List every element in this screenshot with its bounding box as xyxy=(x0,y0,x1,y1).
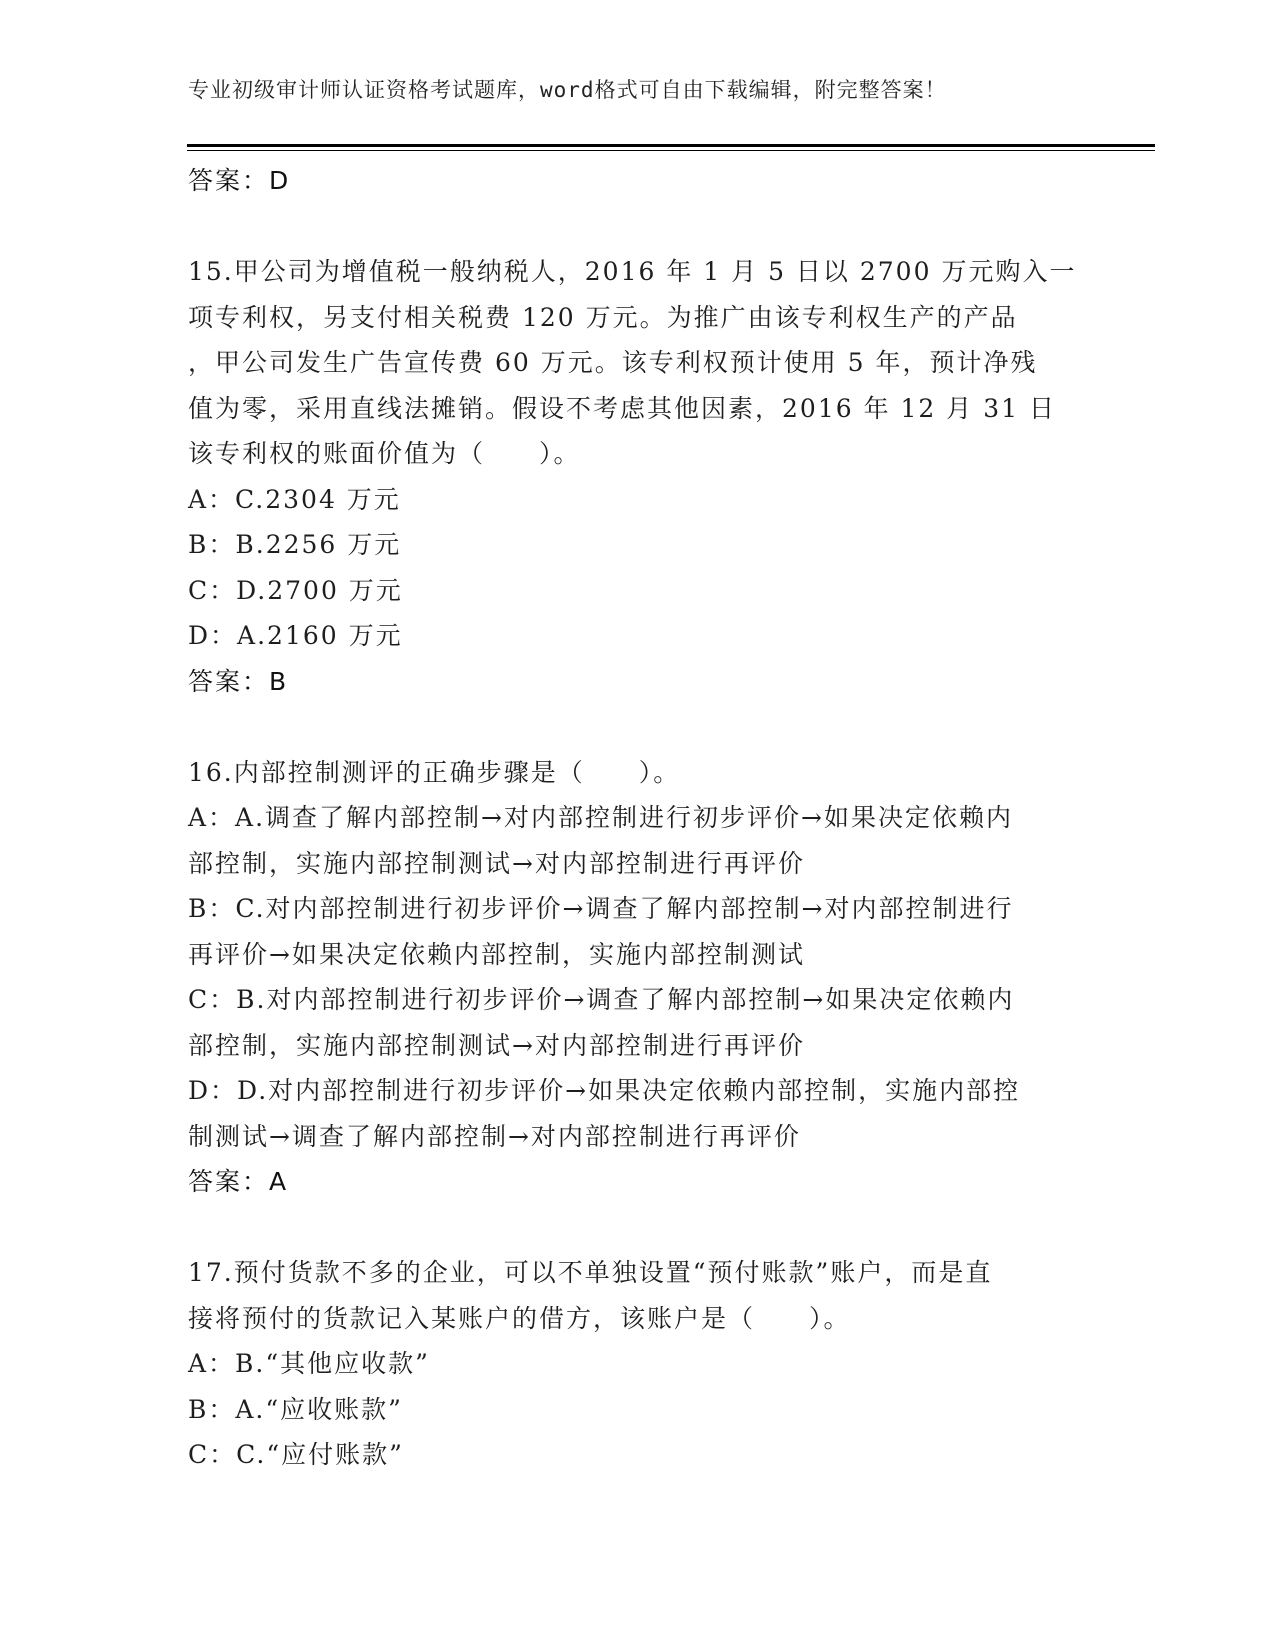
question-15 xyxy=(188,249,1088,704)
option-d-line-2: 制测试→调查了解内部控制→对内部控制进行再评价 xyxy=(188,1121,801,1151)
option-d: D：A.2160 万元 xyxy=(188,621,403,650)
question-stem-line: 值为零，采用直线法摊销。假设不考虑其他因素，2016 年 12 月 31 日 xyxy=(188,393,1056,423)
option-a-line-2: 部控制，实施内部控制测试→对内部控制进行再评价 xyxy=(188,848,805,878)
question-stem-line: 15.甲公司为增值税一般纳税人，2016 年 1 月 5 日以 2700 万元购入一 xyxy=(188,257,1077,286)
question-stem-line: ，甲公司发生广告宣传费 60 万元。该专利权预计使用 5 年，预计净残 xyxy=(188,348,1038,377)
question-stem-line: 项专利权，另支付相关税费 120 万元。为推广由该专利权生产的产品 xyxy=(188,302,1018,332)
option-a: A：B.“其他应收款” xyxy=(188,1349,430,1378)
option-c: C：D.2700 万元 xyxy=(188,575,403,605)
option-a-line-1: A：A.调查了解内部控制→对内部控制进行初步评价→如果决定依赖内 xyxy=(188,803,1013,832)
option-c: C：C.“应付账款” xyxy=(188,1440,404,1469)
page-header: 专业初级审计师认证资格考试题库，word格式可自由下载编辑，附完整答案！ xyxy=(188,78,947,102)
question-16 xyxy=(188,750,1088,1205)
header-divider-thin xyxy=(187,150,1155,151)
option-b-line-1: B：C.对内部控制进行初步评价→调查了解内部控制→对内部控制进行 xyxy=(188,894,1014,923)
question-stem-line: 16.内部控制测评的正确步骤是（ ）。 xyxy=(188,757,681,787)
option-d-line-1: D：D.对内部控制进行初步评价→如果决定依赖内部控制，实施内部控 xyxy=(188,1076,1021,1105)
question-content xyxy=(188,158,1088,1478)
previous-answer: 答案：D xyxy=(188,166,291,195)
option-c-line-1: C：B.对内部控制进行初步评价→调查了解内部控制→如果决定依赖内 xyxy=(188,985,1015,1014)
header-divider-thick xyxy=(187,144,1155,147)
question-17 xyxy=(188,1250,1088,1478)
option-c-line-2: 部控制，实施内部控制测试→对内部控制进行再评价 xyxy=(188,1030,805,1060)
spacer xyxy=(188,204,1088,250)
question-stem-line: 该专利权的账面价值为（ ）。 xyxy=(188,439,581,468)
option-a: A：C.2304 万元 xyxy=(188,484,401,514)
spacer xyxy=(188,704,1088,750)
option-b: B：B.2256 万元 xyxy=(188,530,402,559)
answer-16: 答案：A xyxy=(188,1167,289,1196)
spacer xyxy=(188,1205,1088,1251)
option-b: B：A.“应收账款” xyxy=(188,1394,403,1424)
question-stem-line: 接将预付的货款记入某账户的借方，该账户是（ ）。 xyxy=(188,1303,851,1333)
option-b-line-2: 再评价→如果决定依赖内部控制，实施内部控制测试 xyxy=(188,939,805,969)
answer-15: 答案：B xyxy=(188,666,289,696)
question-stem-line: 17.预付货款不多的企业，可以不单独设置“预付账款”账户，而是直 xyxy=(188,1258,993,1287)
